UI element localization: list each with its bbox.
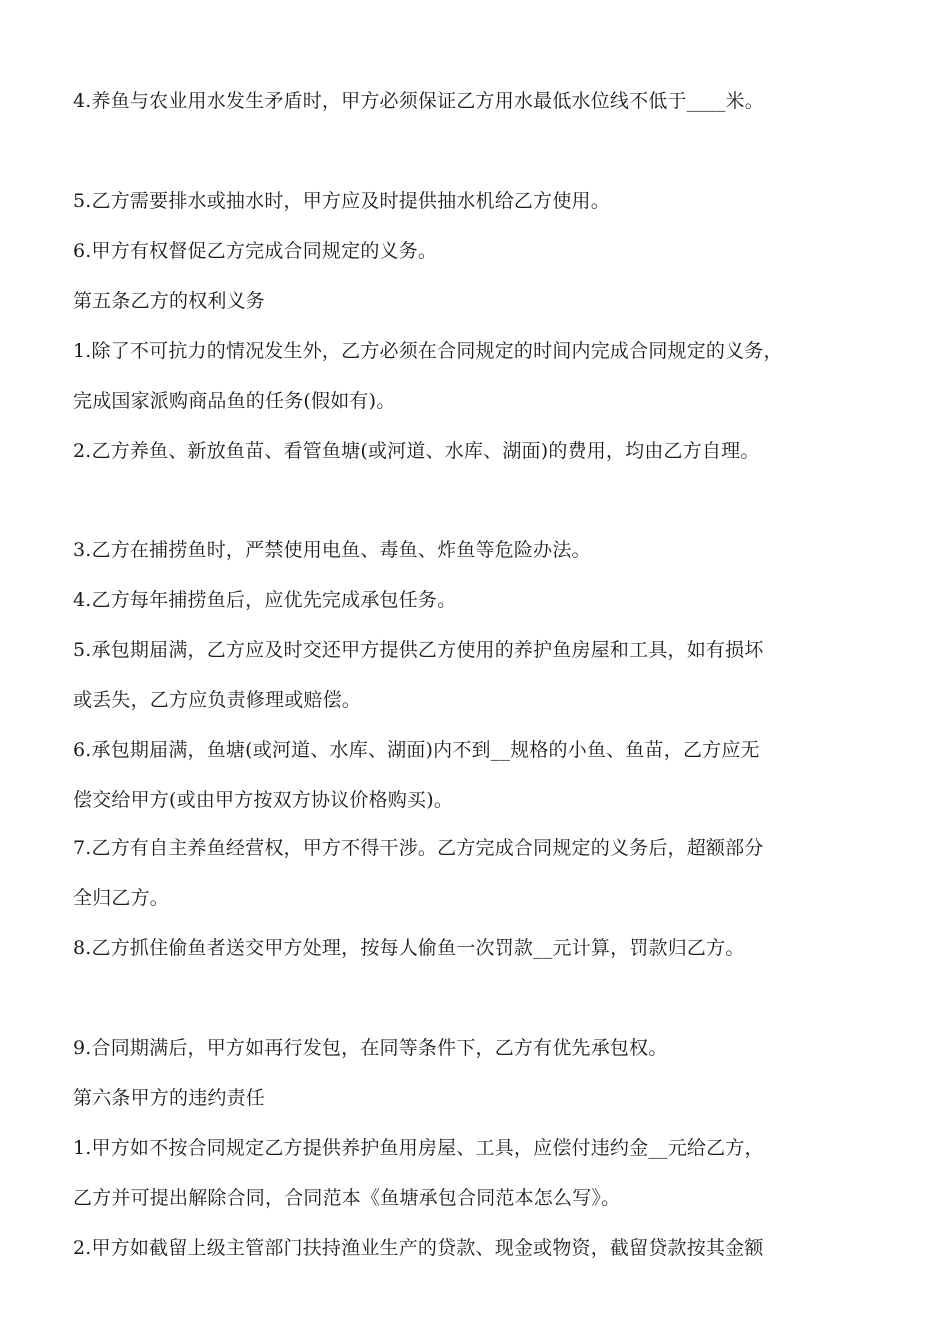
s5-clause-1-line-1: 1.除了不可抗力的情况发生外，乙方必须在合同规定的时间内完成合同规定的义务， [73, 340, 783, 362]
s5-clause-8: 8.乙方抓住偷鱼者送交甲方处理，按每人偷鱼一次罚款__元计算，罚款归乙方。 [73, 937, 745, 959]
s6-clause-1-line-1: 1.甲方如不按合同规定乙方提供养护鱼用房屋、工具，应偿付违约金__元给乙方， [73, 1137, 764, 1159]
s5-clause-2: 2.乙方养鱼、新放鱼苗、看管鱼塘(或河道、水库、湖面)的费用，均由乙方自理。 [73, 440, 760, 462]
s5-clause-7-line-2: 全归乙方。 [73, 887, 170, 909]
s5-clause-6-line-1: 6.承包期届满，鱼塘(或河道、水库、湖面)内不到__规格的小鱼、鱼苗，乙方应无 [73, 739, 760, 761]
s5-clause-6-line-2: 偿交给甲方(或由甲方按双方协议价格购买)。 [73, 789, 454, 811]
clause-5-pump-supply: 5.乙方需要排水或抽水时，甲方应及时提供抽水机给乙方使用。 [73, 190, 610, 212]
s5-clause-7-line-1: 7.乙方有自主养鱼经营权，甲方不得干涉。乙方完成合同规定的义务后，超额部分 [73, 837, 764, 859]
s5-clause-3: 3.乙方在捕捞鱼时，严禁使用电鱼、毒鱼、炸鱼等危险办法。 [73, 539, 591, 561]
s5-clause-9: 9.合同期满后，甲方如再行发包，在同等条件下，乙方有优先承包权。 [73, 1037, 668, 1059]
clause-4-water-level: 4.养鱼与农业用水发生矛盾时，甲方必须保证乙方用水最低水位线不低于____米。 [73, 90, 764, 112]
s5-clause-5-line-1: 5.承包期届满，乙方应及时交还甲方提供乙方使用的养护鱼房屋和工具，如有损坏 [73, 639, 764, 661]
s6-clause-2-line-1: 2.甲方如截留上级主管部门扶持渔业生产的贷款、现金或物资，截留贷款按其金额 [73, 1237, 764, 1259]
s5-clause-1-line-2: 完成国家派购商品鱼的任务(假如有)。 [73, 390, 396, 412]
section-6-heading: 第六条甲方的违约责任 [73, 1087, 266, 1109]
s5-clause-4: 4.乙方每年捕捞鱼后，应优先完成承包任务。 [73, 589, 457, 611]
s5-clause-5-line-2: 或丢失，乙方应负责修理或赔偿。 [73, 689, 362, 711]
s6-clause-1-line-2: 乙方并可提出解除合同，合同范本《鱼塘承包合同范本怎么写》。 [73, 1187, 621, 1209]
section-5-heading: 第五条乙方的权利义务 [73, 290, 266, 312]
clause-6-supervise: 6.甲方有权督促乙方完成合同规定的义务。 [73, 240, 438, 262]
